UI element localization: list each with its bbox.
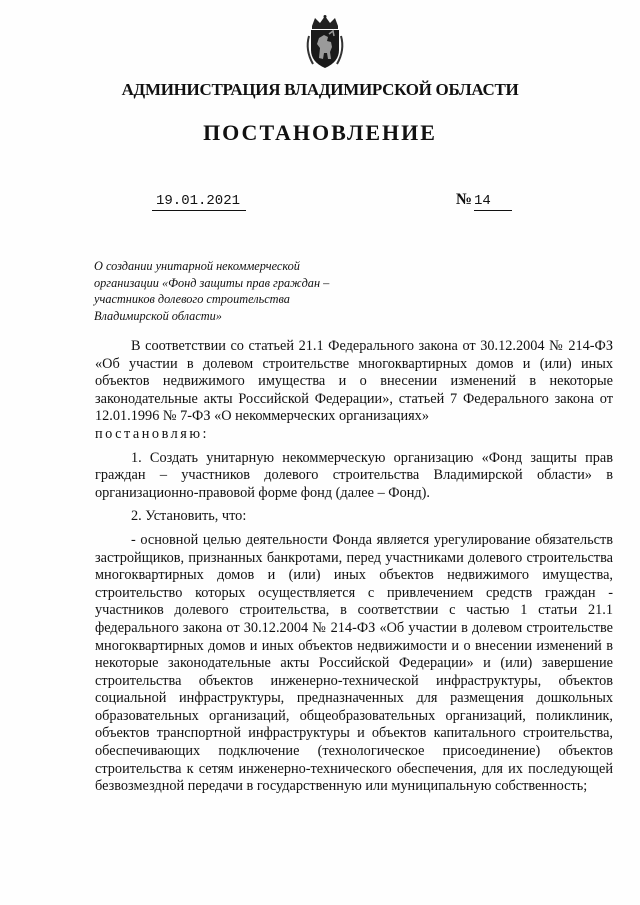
document-subject: О создании унитарной некоммерческой организации «Фонд защиты прав граждан – участников долевого строительства Владимирской области» — [94, 259, 330, 323]
preamble-text: В соответствии со статьей 21.1 Федерального закона от 30.12.2004 № 214-ФЗ «Об участии в долевом строительстве многоквартирных домов и (или) иных объектов недвижимого имущества и о внесении изменений в некоторые законодательные акты Российской Федерации», статьей 7 Федерального закона от 12.01.1996 № 7-ФЗ «О некоммерческих организациях» — [95, 338, 613, 425]
item-2-text: - основной целью деятельности Фонда является урегулирование обязательств застройщиков, признанных банкротами, перед участниками долевого строительства многоквартирных домов и (или) иных объектов недвижимого имущества, строительство которых осуществляется с привлечением средств граждан - участников долевого строительства, в соответствии с частью 1 статьи 21.1 федерального закона от 30.12.2004 № 214-ФЗ «Об участии в долевом строительстве многоквартирных домов и иных объектов недвижимости и о внесении изменений в некоторые законодательные акты Российской Федерации» и (или) завершение строительства объектов инженерно-технической инфраструктуры, объектов социальной инфраструктуры, предназначенных для размещения дошкольных образовательных организаций, общеобразовательных организаций, поликлиник, объектов транспортной инфраструктуры и объектов капитального строительства, обеспечивающих подключение (технологическое присоединение) объектов строительства к сетям инженерно-технического обеспечения, для их последующей безвозмездной передачи в государственную или муниципальную собственность; — [95, 531, 613, 795]
decree-word: постановляю: — [95, 425, 209, 442]
preamble-paragraph — [95, 338, 613, 444]
document-number: 14 — [474, 193, 512, 211]
organization-name: АДМИНИСТРАЦИЯ ВЛАДИМИРСКОЙ ОБЛАСТИ — [121, 80, 519, 99]
document-type: ПОСТАНОВЛЕНИЕ — [203, 120, 437, 145]
item-1: 1. Создать унитарную некоммерческую организацию «Фонд защиты прав граждан – участников долевого строительства Владимирской области» в организационно-правовой форме фонд (далее – Фонд). — [95, 449, 613, 501]
document-date: 19.01.2021 — [152, 193, 246, 211]
item-2-heading: 2. Установить, что: — [131, 508, 247, 525]
number-sign: № — [456, 191, 473, 208]
vladimir-region-coat-of-arms-icon — [303, 14, 347, 70]
document-body — [95, 338, 613, 802]
